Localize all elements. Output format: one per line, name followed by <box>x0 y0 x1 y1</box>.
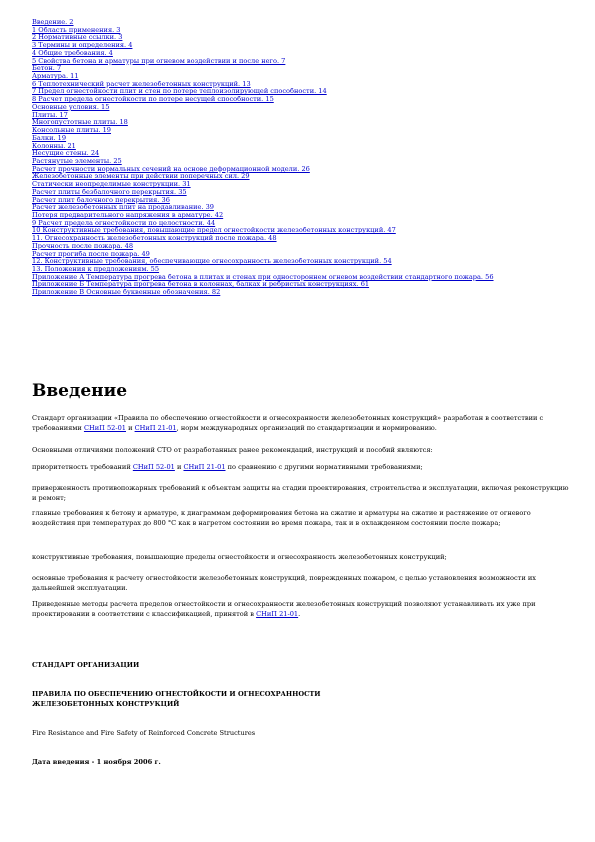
toc-item <box>32 173 587 181</box>
toc-item <box>32 197 587 205</box>
snip-21-01-link[interactable]: СНиП 21-01 <box>256 609 299 618</box>
toc-item <box>32 104 587 112</box>
toc-item <box>32 189 587 197</box>
toc-item <box>32 150 587 158</box>
toc-link[interactable]: Основные условия. 15 <box>32 103 110 111</box>
toc-link[interactable]: Прочность после пожара. 48 <box>32 242 134 250</box>
toc-link[interactable]: 13. Положения к предложениям. 55 <box>32 266 160 273</box>
toc-link[interactable]: 8 Расчет предела огнестойкости по потере несущей способности. 15 <box>32 96 274 104</box>
standard-label: СТАНДАРТ ОРГАНИЗАЦИИ <box>32 661 140 669</box>
english-title: Fire Resistance and Fire Safety of Reinforced Concrete Structures <box>32 729 256 737</box>
document-title-line-1: ПРАВИЛА ПО ОБЕСПЕЧЕНИЮ ОГНЕСТОЙКОСТИ И ОГНЕСОХРАННОСТИ <box>32 690 321 698</box>
paragraph-text: , норм международных организаций по стандартизации и нормированию. <box>176 423 437 432</box>
toc-item <box>32 65 587 73</box>
differences-paragraph: Основными отличиями положений СТО от разработанных ранее рекомендаций, инструкций и пособий являются: <box>32 446 433 454</box>
toc-item <box>32 289 587 297</box>
toc-item <box>32 88 587 96</box>
toc-link[interactable]: Арматура. 11 <box>32 73 79 81</box>
toc-item <box>32 119 587 127</box>
toc-link[interactable]: 7 Предел огнестойкости плит и стен по потере теплоизолирующей способности. 14 <box>32 88 327 96</box>
snip-21-01-link[interactable]: СНиП 21-01 <box>134 423 177 432</box>
toc-link[interactable]: Статически неопределимые конструкции. 31 <box>32 181 191 189</box>
toc-link[interactable]: Введение. 2 <box>32 19 74 26</box>
toc-item <box>32 127 587 135</box>
paragraph-text: Стандарт организации «Правила по обеспечению огнестойкости и огнесохранности железобетонных конструкций» разработан в соответствии с требованиями <box>32 414 544 432</box>
snip-21-01-link[interactable]: СНиП 21-01 <box>183 463 226 471</box>
toc-link[interactable]: Расчет плиты безбалочного перекрытия. 35 <box>32 188 187 196</box>
toc-link[interactable]: 3 Термины и определения. 4 <box>32 42 133 50</box>
toc-link[interactable]: 12. Конструктивные требования, обеспечивающие огнесохранность железобетонных конструкций. 54 <box>32 258 392 266</box>
snip-52-01-link[interactable]: СНиП 52-01 <box>83 423 126 432</box>
toc-item <box>32 258 587 266</box>
toc-item <box>32 212 587 220</box>
toc-link[interactable]: 9 Расчет предела огнестойкости по целостности. 44 <box>32 219 216 227</box>
toc-item <box>32 166 587 174</box>
paragraph-text: по сравнению с другими нормативными требованиями; <box>225 463 423 471</box>
toc-item <box>32 143 587 151</box>
toc-link[interactable]: Расчет прогиба после пожара. 49 <box>32 250 150 258</box>
toc-link[interactable]: Приложение А Температура прогрева бетона в плитах и стенах при одностороннем огневом воздействии стандартного пожара. 56 <box>32 273 494 281</box>
toc-link[interactable]: 6 Теплотехнический расчет железобетонных конструкций. 13 <box>32 80 251 88</box>
materials-paragraph: главные требования к бетону и арматуре, к диаграммам деформирования бетона на сжатие и арматуры на сжатие и растяжение от огневого воздействия при температурах до 800 °С как в нагретом состоянии во время пожара, так и в охлажденном состоянии после пожара; <box>32 509 531 527</box>
paragraph-text: и <box>174 463 184 471</box>
toc-item <box>32 19 587 27</box>
toc-link[interactable]: Расчет плит балочного перекрытия. 36 <box>32 196 170 204</box>
introduction-date: Дата введения - 1 ноября 2006 г. <box>32 758 161 766</box>
methods-paragraph <box>32 600 572 619</box>
toc-link[interactable]: Колонны. 21 <box>32 142 76 150</box>
toc-link[interactable]: Консольные плиты. 19 <box>32 127 112 135</box>
toc-link[interactable]: Балки. 19 <box>32 134 67 142</box>
intro-paragraph <box>32 414 572 433</box>
paragraph-text: . <box>298 609 301 618</box>
toc-item <box>32 274 587 282</box>
toc-item <box>32 58 587 66</box>
paragraph-text: приоритетность требований <box>32 463 133 471</box>
toc-item <box>32 27 587 35</box>
toc-link[interactable]: Железобетонные элементы при действии поперечных сил. 29 <box>32 173 250 181</box>
toc-link[interactable]: 2 Нормативные ссылки. 3 <box>32 34 123 42</box>
toc-link[interactable]: 11. Огнесохранность железобетонных конструкций после пожара. 48 <box>32 235 277 243</box>
priority-paragraph <box>32 463 572 473</box>
toc-item <box>32 243 587 251</box>
toc-item <box>32 204 587 212</box>
toc-item <box>32 135 587 143</box>
toc-item <box>32 34 587 42</box>
toc-item <box>32 158 587 166</box>
paragraph-text: Приведенные методы расчета пределов огнестойкости и огнесохранности железобетонных конструкций позволяют устанавливать их уже при проектировании в соответствии с классификацией, принятой в <box>32 600 536 618</box>
toc-item <box>32 251 587 259</box>
constructive-paragraph: конструктивные требования, повышающие пределы огнестойкости и огнесохранность железобетонных конструкций; <box>32 553 447 561</box>
snip-52-01-link[interactable]: СНиП 52-01 <box>132 463 175 471</box>
toc-item <box>32 73 587 81</box>
toc-link[interactable]: 5 Свойства бетона и арматуры при огневом воздействии и после него. 7 <box>32 57 286 65</box>
paragraph-text: и <box>125 423 135 432</box>
toc-item <box>32 81 587 89</box>
toc-item <box>32 235 587 243</box>
toc-item <box>32 112 587 120</box>
table-of-contents <box>32 19 587 297</box>
toc-item <box>32 181 587 189</box>
fire-requirements-paragraph: приверженность противопожарных требований к объектам защиты на стадии проектирования, строительства и эксплуатации, включая реконструкцию и ремонт; <box>32 484 569 502</box>
toc-link[interactable]: Приложение В Основные буквенные обозначения. 82 <box>32 289 221 297</box>
toc-link[interactable]: Приложение Б Температура прогрева бетона в колоннах, балках и ребристых конструкциях. 61 <box>32 281 370 289</box>
calculation-paragraph: основные требования к расчету огнестойкости железобетонных конструкций, поврежденных пожаром, с целью установления возможности их дальнейшей эксплуатации. <box>32 574 536 592</box>
toc-link[interactable]: Бетон. 7 <box>32 65 62 73</box>
toc-item <box>32 227 587 235</box>
toc-link[interactable]: Потеря предварительного напряжения в арматуре. 42 <box>32 211 224 219</box>
toc-item <box>32 96 587 104</box>
toc-item <box>32 266 587 274</box>
toc-link[interactable]: 10 Конструктивные требования, повышающие предел огнестойкости железобетонных конструкций. 47 <box>32 227 396 235</box>
toc-link[interactable]: Плиты. 17 <box>32 111 68 119</box>
toc-link[interactable]: Растянутые элементы. 25 <box>32 157 122 165</box>
toc-link[interactable]: Расчет прочности нормальных сечений на основе деформационной модели. 26 <box>32 165 310 173</box>
toc-item <box>32 281 587 289</box>
toc-link[interactable]: 4 Общие требования. 4 <box>32 49 113 57</box>
toc-item <box>32 50 587 58</box>
toc-link[interactable]: Многопустотные плиты. 18 <box>32 119 128 127</box>
toc-item <box>32 42 587 50</box>
toc-link[interactable]: Расчет железобетонных плит на продавливание. 39 <box>32 204 214 212</box>
toc-item <box>32 220 587 228</box>
section-heading: Введение <box>32 381 128 401</box>
document-title-line-2: ЖЕЛЕЗОБЕТОННЫХ КОНСТРУКЦИЙ <box>32 700 180 708</box>
toc-link[interactable]: 1 Область применения. 3 <box>32 26 121 34</box>
toc-link[interactable]: Несущие стены. 24 <box>32 150 100 158</box>
